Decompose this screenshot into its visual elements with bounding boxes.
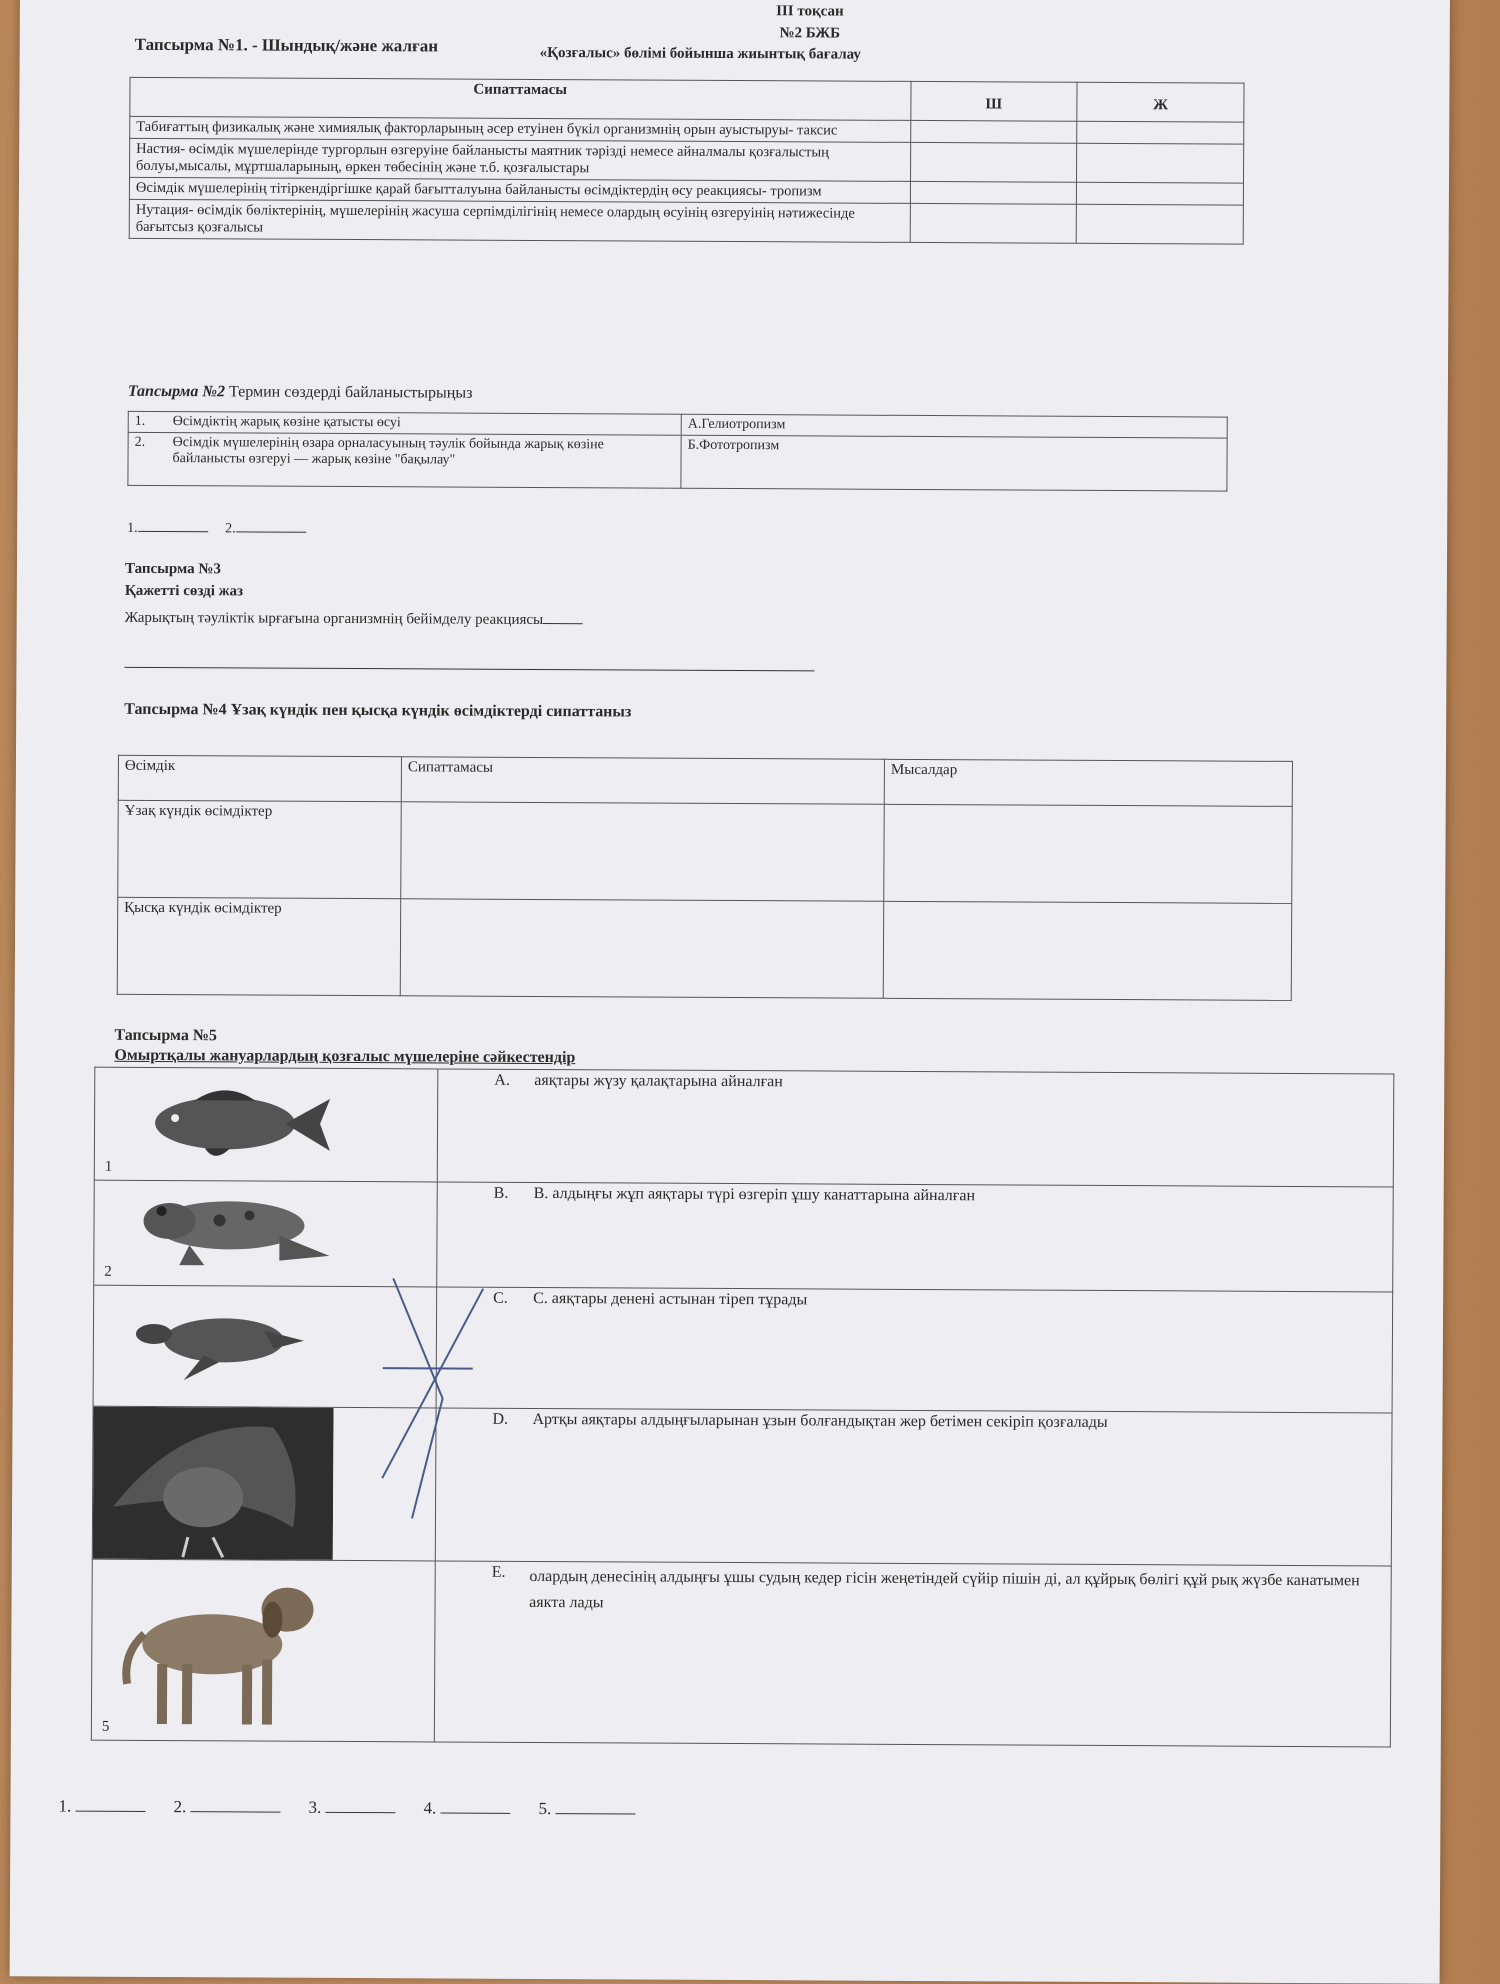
task1-row-2: Настия- өсімдік мүшелерінде тургорлын өзгеруіне байланысты маятник тәрізді немесе айналмалы қозғалыстың болуы,мысалы, мұртшаларының, өркен төбесінің және т.б. қозғалыстары [130, 138, 911, 181]
task2-answer-2-label: 2. [225, 521, 236, 537]
task5-answer-5-blank[interactable] [555, 1799, 635, 1814]
task1-header-true: Ш [910, 81, 1077, 121]
task5-table [91, 1067, 1395, 1748]
task2-table [127, 411, 1227, 492]
task5-answer-5-label: 5. [538, 1798, 552, 1819]
task1-false-cell-4[interactable] [1076, 204, 1243, 244]
task5-option-b-text: B. алдыңғы жұп аяқтары түрі өзгеріп ұшу канаттарына айналған [533, 1184, 976, 1205]
worksheet-page [10, 0, 1450, 1984]
frog-icon [129, 1185, 339, 1276]
task5-option-a [437, 1069, 1394, 1187]
task3-instruction: Қажетті сөзді жаз [124, 582, 244, 600]
task5-option-c-text: C. аяқтары денені астынан тіреп тұрады [533, 1289, 808, 1309]
task5-instruction: Омыртқалы жануарлардың қозғалыс мүшелеріне сәйкестендір [114, 1046, 576, 1067]
task2-left-1-num: 1. [134, 413, 146, 429]
dog-icon [112, 1564, 333, 1735]
task3-question [125, 607, 584, 629]
task5-option-a-text: аяқтары жүзу қалақтарына айналған [534, 1071, 783, 1091]
task1-row-3: Өсімдік мүшелерінің тітіркендіргішке қарай бағытталуына байланысты өсімдіктердің өсу реакциясы- тропизм [129, 177, 910, 203]
task1-false-cell-2[interactable] [1077, 143, 1244, 183]
task5-answer-2-blank[interactable] [190, 1797, 280, 1812]
task1-table [129, 77, 1245, 245]
task5-answer-1-blank[interactable] [75, 1797, 145, 1812]
task4-header-plant: Өсімдік [118, 755, 401, 801]
task4-short-day-examples-cell[interactable] [883, 901, 1292, 1000]
task5-option-b-letter: B. [493, 1184, 509, 1202]
task5-answer-4-label: 4. [423, 1798, 437, 1818]
assessment-label: №2 БЖБ [779, 25, 841, 42]
task2-left-2 [128, 432, 681, 488]
task5-image-num-1: 1 [104, 1158, 113, 1175]
task2-left-2-num: 2. [134, 434, 146, 450]
pen-mark-scribble [372, 1278, 493, 1539]
task5-answer-3-label: 3. [308, 1797, 322, 1817]
task5-answers [58, 1796, 635, 1819]
task1-true-cell-1[interactable] [910, 120, 1077, 143]
task5-answer-4-blank[interactable] [440, 1798, 510, 1813]
task4-header-desc: Сипаттамасы [401, 757, 884, 805]
task2-title-rest: Термин сөздерді байланыстырыңыз [224, 383, 473, 402]
task2-title-bold: Тапсырма №2 [127, 382, 226, 401]
task2-answer-1-label: 1. [127, 520, 138, 536]
task5-option-b [437, 1182, 1394, 1292]
task5-option-c [436, 1287, 1393, 1413]
task5-answer-1-label: 1. [58, 1796, 72, 1816]
task5-option-e [434, 1561, 1391, 1747]
task2-right-b: Б.Фототропизм [681, 435, 1227, 491]
task4-short-day-desc-cell[interactable] [400, 899, 884, 999]
task4-header-examples: Мысалдар [884, 759, 1292, 806]
task1-false-cell-3[interactable] [1077, 182, 1244, 205]
task2-left-2-text: Өсімдік мүшелерінің өзара орналасуының тәулік бойында жарық көзіне байланысты өзгеруі — жарық көзіне "бақылау" [172, 435, 604, 468]
task1-row-1: Табиғаттың физикалық және химиялық факторларының әсер етуінен бүкіл организмнің орын ауыстыруы- таксис [130, 116, 911, 142]
task1-row-4: Нутация- өсімдік бөліктерінің, мүшелерінің жасуша серпімділігінің немесе олардың өсуінің өзгеруінің нәтижесінде бағытсыз қозғалысы [129, 199, 910, 242]
task5-image-cell-1 [94, 1067, 438, 1182]
quarter-label: III тоқсан [776, 3, 844, 20]
task3-answer-line[interactable] [124, 667, 814, 672]
task2-answer-2-blank[interactable] [236, 517, 306, 532]
task4-row-long-day: Ұзақ күндік өсімдіктер [118, 800, 402, 898]
turtle-icon [124, 1300, 314, 1391]
task5-option-c-letter: C. [493, 1289, 508, 1307]
task3-title: Тапсырма №3 [124, 560, 222, 578]
task2-answer-1-blank[interactable] [138, 517, 208, 532]
task5-answer-2-label: 2. [173, 1797, 187, 1817]
task5-option-e-text: олардың денесінің алдыңғы ұшы судың кедер гісін жеңетіндей сүйір пішін ді, ал құйрық бөлігі құй рық жүзбе канатымен аякта лады [529, 1567, 1360, 1612]
task3-question-text: Жарықтың тәуліктік ырғағына организмнің бейімделу реакциясы [124, 609, 544, 629]
task2-title [128, 383, 473, 403]
header [660, 0, 960, 45]
subtitle: «Қозғалыс» бөлімі бойынша жиынтық бағалау [539, 44, 861, 63]
task5-image-num-2: 2 [104, 1263, 112, 1280]
task1-false-cell-1[interactable] [1077, 121, 1244, 144]
task4-title: Тапсырма №4 Ұзақ күндік пен қысқа күндік өсімдіктерді сипаттаныз [124, 700, 632, 721]
task5-option-d [435, 1408, 1392, 1566]
task1-header-desc: Сипаттамасы [130, 77, 911, 120]
task5-option-a-letter: A. [494, 1071, 510, 1089]
task5-image-cell-2 [94, 1180, 438, 1287]
fish-icon [135, 1078, 335, 1169]
task5-option-e-letter: E. [491, 1563, 506, 1581]
task3-inline-blank[interactable] [543, 609, 583, 624]
eagle-icon [93, 1407, 334, 1560]
task2-right-a: А.Гелиотропизм [681, 414, 1227, 438]
task1-title: Тапсырма №1. - Шындық/жәнe жалған [134, 34, 439, 56]
task4-table [117, 755, 1293, 1001]
task4-row-short-day: Қысқа күндік өсімдіктер [117, 897, 401, 995]
task5-image-num-5: 5 [101, 1718, 110, 1735]
task2-left-1-text: Өсімдіктің жарық көзіне қатысты өсуі [172, 414, 401, 431]
task1-true-cell-4[interactable] [910, 203, 1077, 243]
task5-title: Тапсырма №5 [114, 1026, 217, 1045]
task5-answer-3-blank[interactable] [325, 1798, 395, 1813]
task2-left-1 [128, 411, 681, 435]
task1-true-cell-3[interactable] [910, 181, 1077, 204]
task1-header-false: Ж [1077, 82, 1244, 122]
task5-image-cell-5 [91, 1559, 435, 1742]
task5-option-d-text: Артқы аяқтары алдыңғыларынан ұзын болғандықтан жер бетімен секіріп қозғалады [532, 1410, 1108, 1431]
task1-true-cell-2[interactable] [910, 142, 1077, 182]
task5-option-d-letter: D. [492, 1410, 509, 1428]
task4-long-day-desc-cell[interactable] [401, 802, 885, 902]
task2-answers [127, 517, 306, 538]
task4-long-day-examples-cell[interactable] [884, 804, 1293, 903]
